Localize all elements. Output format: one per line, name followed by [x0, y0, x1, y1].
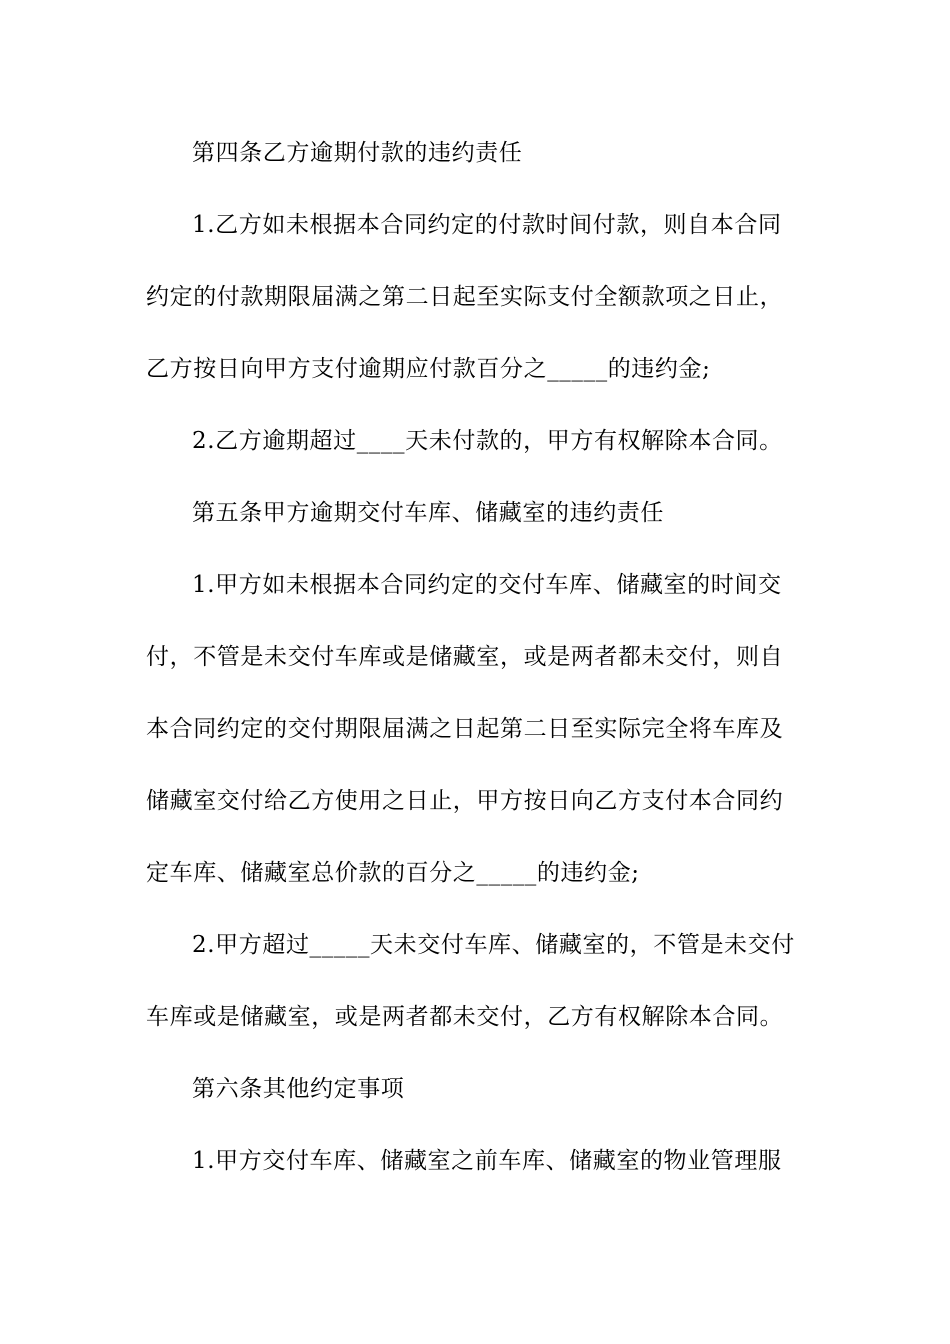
article-5-clause-2-line-1: 2.甲方超过_____天未交付车库、储藏室的，不管是未交付	[192, 932, 795, 958]
article-6-heading: 第六条其他约定事项	[192, 1076, 405, 1102]
article-4-clause-1-line-2: 约定的付款期限届满之第二日起至实际支付全额款项之日止，	[146, 284, 784, 310]
article-4-clause-2: 2.乙方逾期超过____天未付款的，甲方有权解除本合同。	[192, 428, 783, 454]
document-body	[146, 126, 806, 1188]
article-5-heading: 第五条甲方逾期交付车库、储藏室的违约责任	[192, 500, 664, 526]
article-4-clause-1-line-3: 乙方按日向甲方支付逾期应付款百分之_____的违约金;	[146, 356, 711, 382]
article-4-heading: 第四条乙方逾期付款的违约责任	[192, 140, 523, 166]
article-5-clause-1-line-2: 付，不管是未交付车库或是储藏室，或是两者都未交付，则自	[146, 644, 784, 670]
article-5-clause-1-line-5: 定车库、储藏室总价款的百分之_____的违约金;	[146, 860, 640, 886]
article-5-clause-1-line-3: 本合同约定的交付期限届满之日起第二日至实际完全将车库及	[146, 716, 784, 742]
article-5-clause-1-line-4: 储藏室交付给乙方使用之日止，甲方按日向乙方支付本合同约	[146, 788, 784, 814]
article-4-clause-1-line-1: 1.乙方如未根据本合同约定的付款时间付款，则自本合同	[192, 212, 782, 238]
article-5-clause-2-line-2: 车库或是储藏室，或是两者都未交付，乙方有权解除本合同。	[146, 1004, 784, 1030]
article-5-clause-1-line-1: 1.甲方如未根据本合同约定的交付车库、储藏室的时间交	[192, 572, 782, 598]
article-6-clause-1-line-1: 1.甲方交付车库、储藏室之前车库、储藏室的物业管理服	[192, 1148, 782, 1174]
